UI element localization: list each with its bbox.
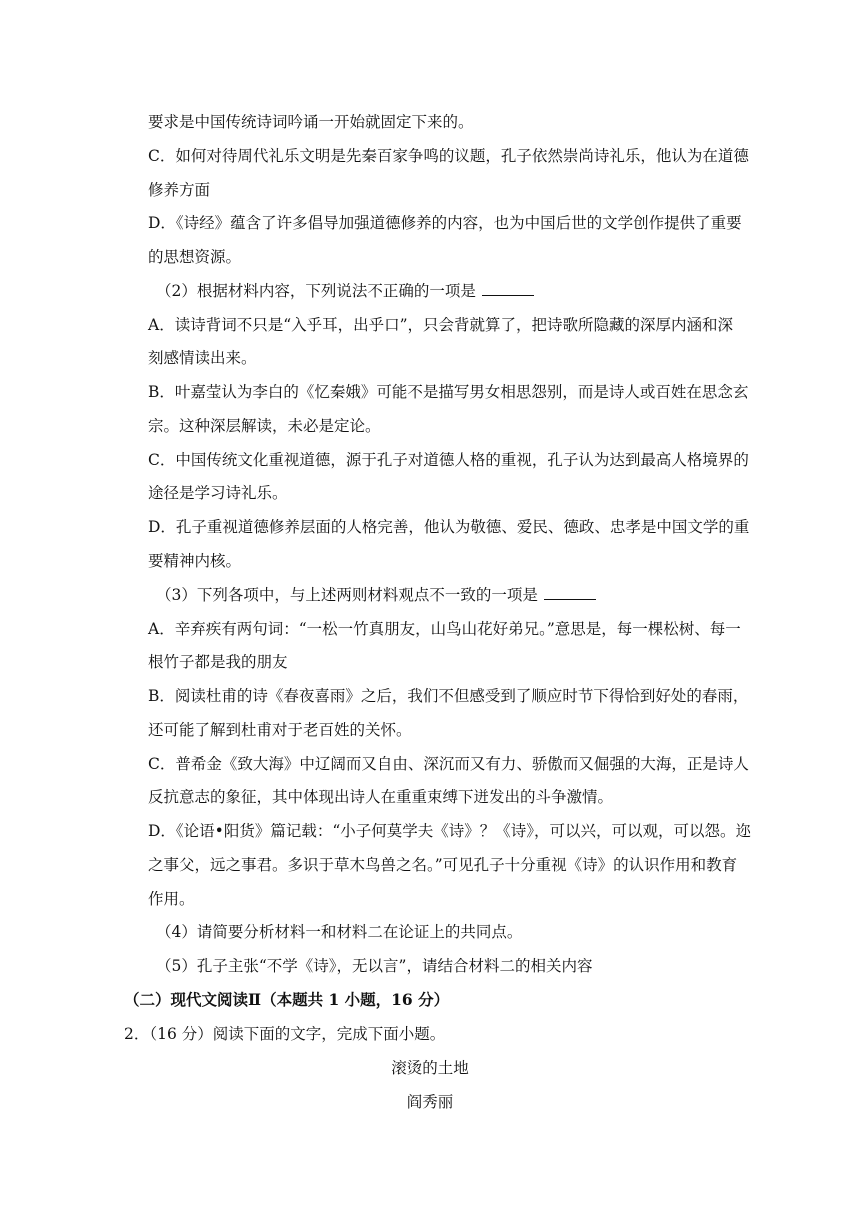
answer-blank (482, 281, 534, 296)
option-a-line: A．辛弃疾有两句词：“一松一竹真朋友，山鸟山花好弟兄。”意思是，每一棵松树、每一 (148, 620, 741, 638)
article-author: 阎秀丽 (406, 1093, 454, 1111)
subquestion-4: （4）请简要分析材料一和材料二在论证上的共同点。 (156, 923, 523, 941)
subquestion-2 (156, 281, 534, 301)
subquestion-3 (156, 585, 596, 605)
subquestion-3-text: （3）下列各项中，与上述两则材料观点不一致的一项是 (156, 586, 538, 604)
text-line: 根竹子都是我的朋友 (148, 653, 288, 671)
text-line: 的思想资源。 (148, 248, 242, 266)
option-c-line: C．普希金《致大海》中辽阔而又自由、深沉而又有力、骄傲而又倔强的大海，正是诗人 (148, 755, 749, 773)
option-d-line: D．《论语•阳货》篇记载：“小子何莫学夫《诗》？《诗》，可以兴，可以观，可以怨。迩 (148, 822, 751, 840)
option-b-line: B．叶嘉莹认为李白的《忆秦娥》可能不是描写男女相思怨别，而是诗人或百姓在思念玄 (148, 383, 749, 401)
text-line: 要求是中国传统诗词吟诵一开始就固定下来的。 (148, 113, 474, 131)
article-title: 滚烫的土地 (391, 1059, 469, 1077)
subquestion-2-text: （2）根据材料内容，下列说法不正确的一项是 (156, 282, 476, 300)
answer-blank (544, 585, 596, 600)
text-line: 宗。这种深层解读，未必是定论。 (148, 417, 381, 435)
text-line: 刻感情读出来。 (148, 349, 257, 367)
text-line: 作用。 (148, 890, 195, 908)
text-line: 修养方面 (148, 181, 211, 199)
option-d-line: D．《诗经》蕴含了许多倡导加强道德修养的内容，也为中国后世的文学创作提供了重要 (148, 214, 742, 232)
option-c-line: C．中国传统文化重视道德，源于孔子对道德人格的重视，孔子认为达到最高人格境界的 (148, 451, 749, 469)
text-line: 之事父，远之事君。多识于草木鸟兽之名。”可见孔子十分重视《诗》的认识作用和教育 (148, 856, 738, 874)
option-b-line: B．阅读杜甫的诗《春夜喜雨》之后，我们不但感受到了顺应时节下得恰到好处的春雨， (148, 687, 749, 705)
text-line: 要精神内核。 (148, 552, 242, 570)
text-line: 还可能了解到杜甫对于老百姓的关怀。 (148, 721, 412, 739)
question-2: 2．（16 分）阅读下面的文字，完成下面小题。 (124, 1025, 446, 1043)
text-line: 途径是学习诗礼乐。 (148, 484, 288, 502)
option-c-line: C．如何对待周代礼乐文明是先秦百家争鸣的议题，孔子依然崇尚诗礼乐，他认为在道德 (148, 147, 749, 165)
option-a-line: A．读诗背词不只是“入乎耳，出乎口”，只会背就算了，把诗歌所隐藏的深厚内涵和深 (148, 316, 734, 334)
subquestion-5: （5）孔子主张“不学《诗》，无以言”，请结合材料二的相关内容 (156, 957, 593, 975)
text-line: 反抗意志的象征，其中体现出诗人在重重束缚下迸发出的斗争激情。 (148, 788, 614, 806)
option-d-line: D．孔子重视道德修养层面的人格完善，他认为敬德、爱民、德政、忠孝是中国文学的重 (148, 518, 750, 536)
section-heading: （二）现代文阅读Ⅱ（本题共 1 小题，16 分） (124, 990, 450, 1009)
